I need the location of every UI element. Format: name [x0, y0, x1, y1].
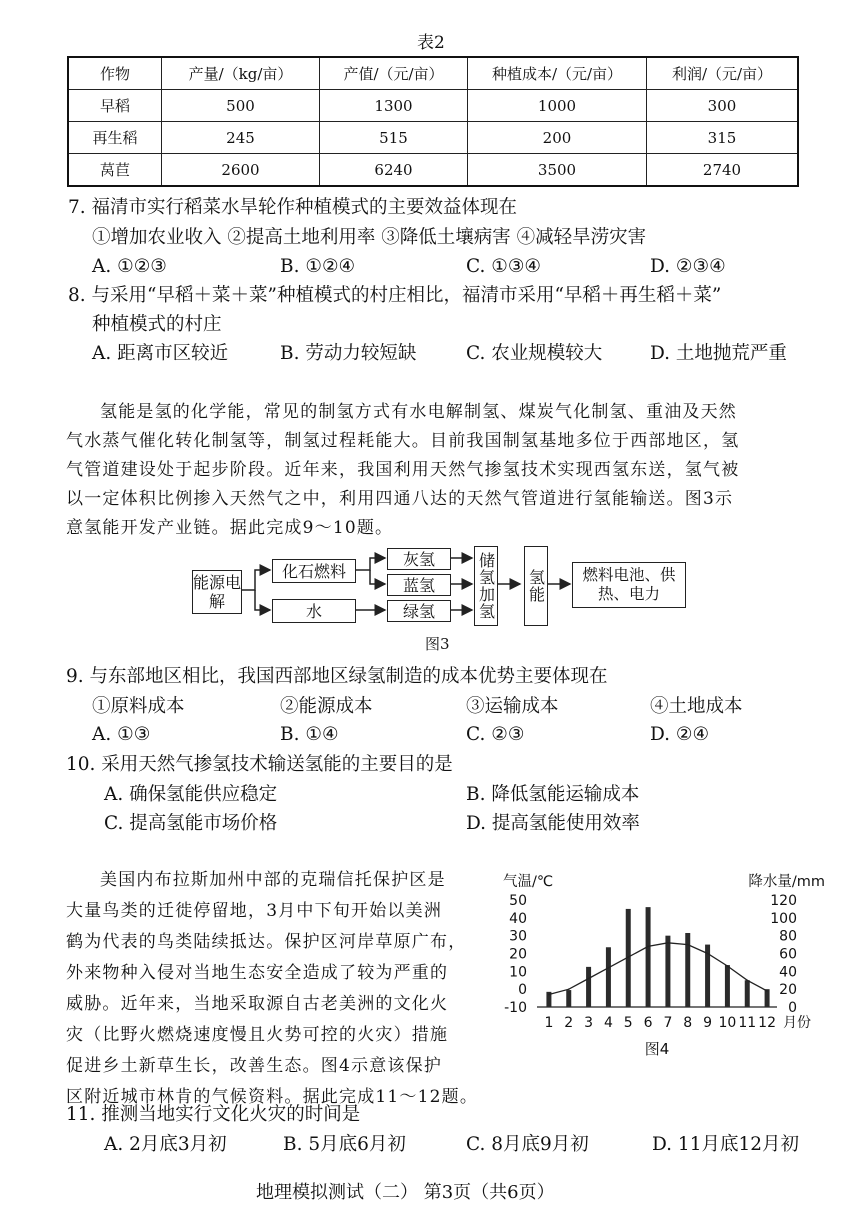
passage-line: 气水蒸气催化转化制氢等，制氢过程耗能大。目前我国制氢基地多位于西部地区，氢 — [66, 431, 740, 451]
page-footer: 地理模拟测试（二） 第3页（共6页） — [256, 1182, 555, 1203]
temperature-point — [548, 994, 550, 996]
month-tick-label: 11 — [738, 1015, 757, 1031]
table-cell: 315 — [647, 122, 799, 154]
left-tick-label: 50 — [509, 893, 527, 909]
table-header-cell: 产值/（元/亩） — [320, 57, 468, 90]
passage-line: 美国内布拉斯加州中部的克瑞信托保护区是 — [100, 870, 446, 890]
temperature-line — [549, 943, 767, 995]
q9-option-d[interactable]: D. ②④ — [650, 724, 710, 745]
month-tick-label: 4 — [603, 1015, 613, 1031]
q10-option-a[interactable]: A. 确保氢能供应稳定 — [104, 784, 278, 805]
q7-option-b[interactable]: B. ①②④ — [280, 256, 356, 277]
precipitation-bar — [745, 980, 750, 1007]
passage-line: 区附近城市林肯的气候资料。据此完成11～12题。 — [66, 1087, 479, 1107]
figure3-caption: 图3 — [425, 635, 450, 653]
right-tick-label: 80 — [779, 928, 797, 945]
table-cell: 1300 — [320, 90, 468, 122]
q8-stem: 8. 与采用“早稻＋菜＋菜”种植模式的村庄相比，福清市采用“早稻＋再生稻＋菜” — [68, 285, 722, 306]
month-tick-label: 6 — [643, 1015, 653, 1031]
q10-option-b[interactable]: B. 降低氢能运输成本 — [466, 784, 640, 805]
passage-line: 意氢能开发产业链。据此完成9～10题。 — [66, 518, 394, 538]
table-cell: 3500 — [468, 154, 647, 187]
precipitation-bar — [665, 936, 670, 1007]
precipitation-bar — [586, 967, 591, 1007]
q9-option-a[interactable]: A. ①③ — [92, 724, 151, 745]
right-axis-label: 降水量/mm — [748, 874, 825, 890]
left-tick-label: 0 — [518, 982, 527, 999]
table-cell: 200 — [468, 122, 647, 154]
q7-option-a[interactable]: A. ①②③ — [92, 256, 167, 277]
passage-line: 气管道建设处于起步阶段。近年来，我国利用天然气掺氢技术实现西氢东送，氢气被 — [66, 460, 740, 480]
green-hydrogen-box: 绿氢 — [387, 600, 451, 622]
table-cell: 1000 — [468, 90, 647, 122]
temperature-point — [707, 953, 709, 955]
table-cell: 2740 — [647, 154, 799, 187]
right-tick-label: 40 — [779, 964, 797, 981]
q7-stem: 7. 福清市实行稻菜水旱轮作种植模式的主要效益体现在 — [68, 197, 518, 218]
q9-stem: 9. 与东部地区相比，我国西部地区绿氢制造的成本优势主要体现在 — [66, 666, 608, 687]
table-cell: 500 — [162, 90, 320, 122]
table-header-cell: 利润/（元/亩） — [647, 57, 799, 90]
q11-option-a[interactable]: A. 2月底3月初 — [104, 1134, 227, 1155]
q8-option-c[interactable]: C. 农业规模较大 — [466, 343, 603, 364]
q9-item-4: ④土地成本 — [650, 696, 743, 717]
temperature-point — [627, 956, 629, 958]
left-tick-label: -10 — [504, 1000, 527, 1016]
temperature-point — [746, 979, 748, 981]
month-tick-label: 10 — [718, 1015, 737, 1031]
hydrogen-energy-box: 氢能 — [524, 546, 548, 626]
passage-line: 以一定体积比例掺入天然气之中，利用四通八达的天然气管道进行氢能输送。图3示 — [66, 489, 734, 509]
q9-item-3: ③运输成本 — [466, 696, 559, 717]
q8-option-d[interactable]: D. 土地抛荒严重 — [650, 343, 787, 364]
right-tick-label: 0 — [788, 1000, 797, 1016]
water-box: 水 — [272, 599, 356, 623]
q9-item-1: ①原料成本 — [92, 696, 185, 717]
precipitation-bar — [646, 907, 651, 1007]
precipitation-bar — [566, 990, 571, 1007]
table-cell: 6240 — [320, 154, 468, 187]
q8-option-a[interactable]: A. 距离市区较近 — [92, 343, 229, 364]
q7-options: ①增加农业收入 ②提高土地利用率 ③降低土壤病害 ④减轻旱涝灾害 — [92, 227, 647, 248]
q11-stem: 11. 推测当地实行文化火灾的时间是 — [66, 1104, 361, 1125]
passage-line: 外来物种入侵对当地生态安全造成了较为严重的 — [66, 963, 449, 983]
table-header-cell: 种植成本/（元/亩） — [468, 57, 647, 90]
temperature-point — [588, 978, 590, 980]
temperature-point — [647, 946, 649, 948]
gray-hydrogen-box: 灰氢 — [387, 548, 451, 570]
table-cell: 再生稻 — [68, 122, 162, 154]
table-header-cell: 产量/（kg/亩） — [162, 57, 320, 90]
table-cell: 515 — [320, 122, 468, 154]
month-tick-label: 2 — [564, 1015, 574, 1031]
passage-line: 大量鸟类的迁徙停留地，3月中下旬开始以美洲 — [66, 901, 443, 921]
month-tick-label: 5 — [623, 1015, 633, 1031]
table-cell: 2600 — [162, 154, 320, 187]
table-cell: 245 — [162, 122, 320, 154]
q10-stem: 10. 采用天然气掺氢技术输送氢能的主要目的是 — [66, 754, 453, 775]
precipitation-bar — [725, 965, 730, 1007]
q9-item-2: ②能源成本 — [280, 696, 373, 717]
table-row — [68, 90, 798, 122]
storage-refuel-box: 储氢加氢 — [474, 546, 498, 626]
figure4-caption: 图4 — [644, 1040, 670, 1058]
table-cell: 早稻 — [68, 90, 162, 122]
passage-line: 促进乡土新草生长，改善生态。图4示意该保护 — [66, 1056, 443, 1076]
month-tick-label: 12 — [758, 1015, 776, 1031]
blue-hydrogen-box: 蓝氢 — [387, 574, 451, 596]
left-tick-label: 30 — [509, 928, 527, 945]
temperature-point — [568, 988, 570, 990]
q11-option-b[interactable]: B. 5月底6月初 — [283, 1134, 406, 1155]
passage-line: 威胁。近年来，当地采取源自古老美洲的文化火 — [66, 994, 449, 1014]
temperature-point — [727, 965, 729, 967]
passage-line: 氢能是氢的化学能，常见的制氢方式有水电解制氢、煤炭气化制氢、重油及天然 — [100, 402, 737, 422]
month-tick-label: 8 — [683, 1015, 693, 1031]
fossil-fuel-box: 化石燃料 — [272, 559, 356, 583]
q7-option-c[interactable]: C. ①③④ — [466, 256, 542, 277]
passage-line: 灾（比野火燃烧速度慢且火势可控的火灾）措施 — [66, 1025, 449, 1045]
table-row — [68, 122, 798, 154]
energy-electrolysis-box: 能源电解 — [192, 570, 242, 614]
x-axis-label: 月份 — [783, 1015, 811, 1031]
table-header-row — [68, 57, 798, 90]
right-tick-label: 20 — [779, 982, 797, 999]
right-tick-label: 120 — [770, 893, 797, 909]
precipitation-bar — [765, 989, 770, 1007]
left-axis-label: 气温/℃ — [503, 874, 554, 890]
passage-line: 鹤为代表的鸟类陆续抵达。保护区河岸草原广布， — [66, 932, 467, 952]
month-tick-label: 7 — [663, 1015, 673, 1031]
month-tick-label: 1 — [544, 1015, 554, 1031]
month-tick-label: 3 — [584, 1015, 594, 1031]
q11-option-d[interactable]: D. 11月底12月初 — [652, 1134, 800, 1155]
applications-box: 燃料电池、供热、电力 — [572, 562, 686, 608]
month-tick-label: 9 — [703, 1015, 713, 1031]
q10-option-c[interactable]: C. 提高氢能市场价格 — [104, 813, 278, 834]
q9-option-b[interactable]: B. ①④ — [280, 724, 339, 745]
left-tick-label: 10 — [509, 964, 527, 981]
table-row — [68, 154, 798, 187]
q7-option-d[interactable]: D. ②③④ — [650, 256, 726, 277]
precipitation-bar — [606, 947, 611, 1007]
climate-chart — [497, 864, 827, 1064]
q8-stem-cont: 种植模式的村庄 — [92, 314, 222, 335]
table-cell: 300 — [647, 90, 799, 122]
data-table — [67, 56, 799, 187]
left-tick-label: 40 — [509, 910, 527, 927]
table-header-cell: 作物 — [68, 57, 162, 90]
q9-option-c[interactable]: C. ②③ — [466, 724, 525, 745]
q8-option-b[interactable]: B. 劳动力较短缺 — [280, 343, 417, 364]
table-caption: 表2 — [417, 33, 445, 53]
temperature-point — [766, 990, 768, 992]
temperature-point — [608, 967, 610, 969]
right-tick-label: 60 — [779, 946, 797, 963]
temperature-point — [687, 944, 689, 946]
table-cell: 莴苣 — [68, 154, 162, 187]
temperature-point — [667, 942, 669, 944]
q10-option-d[interactable]: D. 提高氢能使用效率 — [466, 813, 640, 834]
left-tick-label: 20 — [509, 946, 527, 963]
right-tick-label: 100 — [770, 910, 797, 927]
q11-option-c[interactable]: C. 8月底9月初 — [466, 1134, 589, 1155]
